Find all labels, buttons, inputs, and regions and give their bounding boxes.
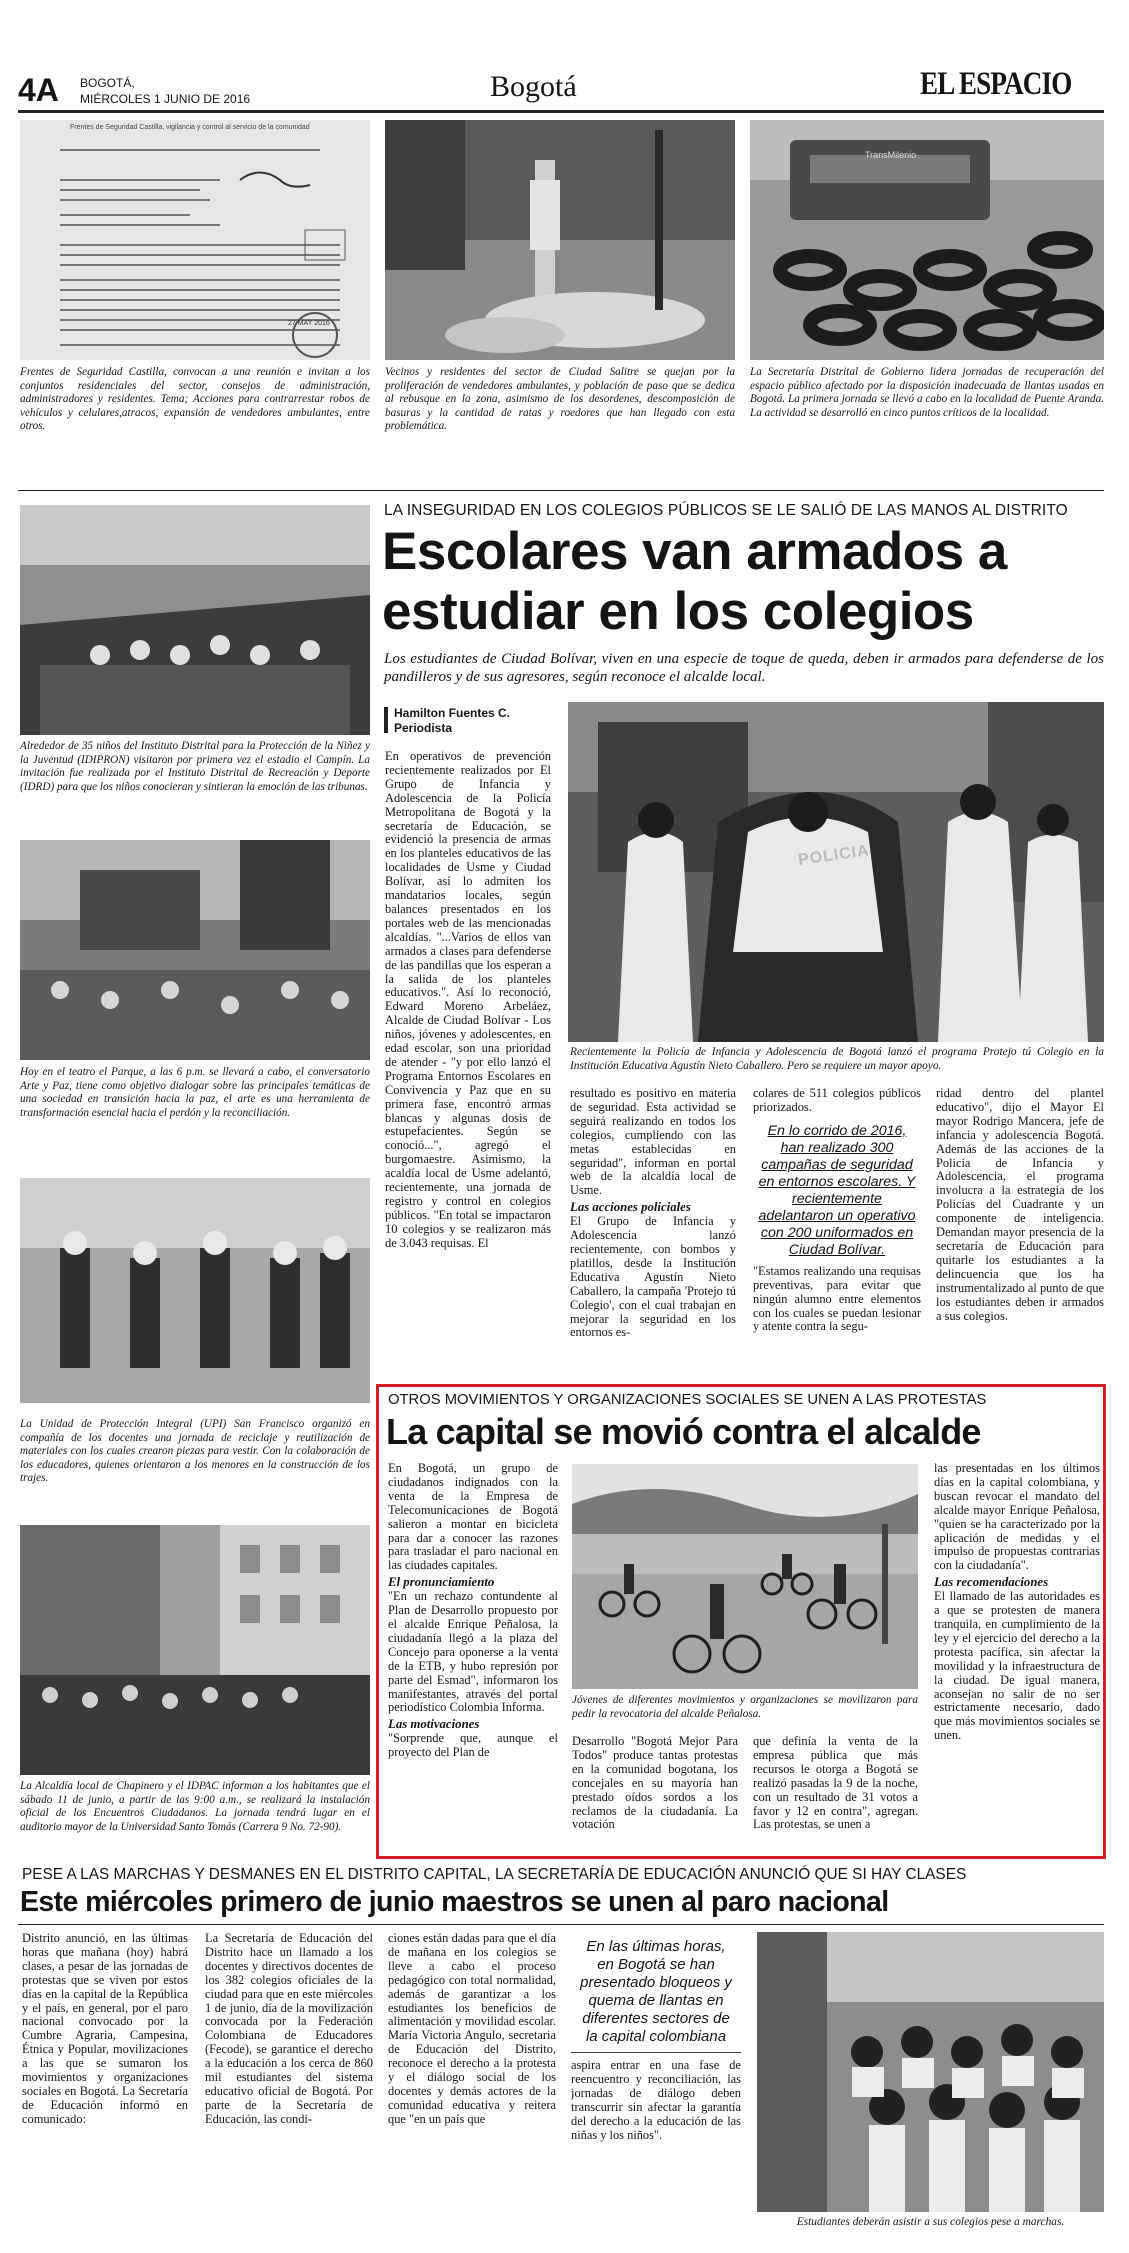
street-trash-caption: Vecinos y residentes del sector de Ciudad Salitre se quejan por la proliferación de vendedores ambulantes, y población de paso que se dedica al rebusque en la zona, asimismo de los desordenes, descomposición de basuras y la cantidad de ratas y roedores que han llegado con esta problemática. xyxy=(385,366,735,433)
theater-caption: Hoy en el teatro el Parque, a las 6 p.m. se llevará a cabo, el conversatorio Arte y Paz, tiene como objetivo dialogar sobre las principales temáticas de una sociedad en transición hacia la paz, el arte es una herramienta de transformación esencial hacia el perdón y la reconciliación. xyxy=(20,1066,370,1119)
boxed-headline: La capital se movió contra el alcalde xyxy=(386,1411,981,1452)
bottom-col4 xyxy=(571,1932,741,2242)
boxed-col1b-text: "En un rechazo contundente al Plan de Desarrollo propuesto por el alcalde Enrique Peñalosa, la ciudadanía llegó a la plaza del Concejo para oponerse a la venta de la ETB, y hubo represión por parte del Esmad", informaron los manifestantes, através del portal periodístico Colombia Informa. xyxy=(388,1589,558,1715)
students-classroom-caption: Estudiantes deberán asistir a sus colegios pese a marchas. xyxy=(796,2216,1065,2228)
boxed-col1 xyxy=(388,1462,558,1855)
byline-role: Periodista xyxy=(394,721,453,735)
document-photo xyxy=(20,120,370,360)
boxed-col2: Desarrollo "Bogotá Mejor Para Todos" produce tantas protestas en la comunidad bogotana, los concejales en su mayoría han prestado oídos sordos a los reclamos de la ciudadanía. La votación xyxy=(572,1735,738,1832)
stadium-caption: Alrededor de 35 niños del Instituto Distrital para la Protección de la Niñez y la Juventud (IDIPRON) visitaron por primera vez el estadio el Campín. La invitación fue realizada por el Instituto Distrital de Recreación y Deporte (IDRD) para que los niños conocieran y sintieran la emoción de las tribunas. xyxy=(20,740,370,793)
document-header-text: Frentes de Seguridad Castilla, vigilancia y control al servicio de la comunidad xyxy=(70,124,310,131)
document-caption: Frentes de Seguridad Castilla, convocan a una reunión e invitan a los conjuntos residenciales del sector, consejos de administración, administradores y residentes. Tema; Acciones para contrarrestar robos de vehículos y celulares,atracos, expansión de vendedores ambulantes, entre otros. xyxy=(20,366,370,433)
page-number: 4A xyxy=(18,72,59,108)
main-col2-text: resultado es positivo en materia de seguridad. Esta actividad se seguirá realizando en todos los colegios, cumpliendo con las metas establecidas en seguridad", informan en portal web de la alcaldía local de Usme. xyxy=(570,1087,736,1198)
main-col3b-text: "Estamos realizando una requisas preventivas, para evitar que ningún alumno entre elementos con los cuales se puedan lesionar y atente contra la segu- xyxy=(753,1263,921,1334)
boxed-kicker: OTROS MOVIMIENTOS Y ORGANIZACIONES SOCIALES SE UNEN A LAS PROTESTAS xyxy=(388,1392,987,1408)
tires-caption: La Secretaría Distrital de Gobierno lidera jornadas de recuperación del espacio público afectado por la disposición inadecuada de llantas usadas en Bogotá. La primera jornada se llevó a cabo en la localidad de Puente Aranda. La actividad se desarrolló en cinco puntos críticos de la localidad. xyxy=(750,366,1104,419)
top-strip-rule xyxy=(18,490,1104,491)
main-headline-line2: estudiar en los colegios xyxy=(382,582,974,641)
bottom-col2: La Secretaría de Educación del Distrito hace un llamado a los docentes y directivos docentes de los 382 colegios oficiales de la ciudad para que en este miércoles 1 de junio, día de la movilización convocada por la Federación Colombiana de Educadores (Fecode), se garantice el derecho a la educación a los cerca de 860 mil estudiantes del sistema educativo oficial de Bogotá. Por parte de la Secretaría de Educación, las condi- xyxy=(205,1932,373,2126)
bottom-pullquote: En las últimas horas, en Bogotá se han presentado bloqueos y quema de llantas en diferentes sectores de la capital colombiana xyxy=(571,1932,741,2053)
stadium-photo xyxy=(20,505,370,735)
dateline-city: BOGOTÁ, xyxy=(80,76,135,90)
main-col3 xyxy=(753,1087,921,1376)
boxed-col4 xyxy=(934,1462,1100,1855)
bottom-headline: Este miércoles primero de junio maestros se unen al paro nacional xyxy=(20,1886,889,1918)
boxed-col3: que definía la venta de la empresa pública que más recursos le otorga a Bogotá se realizó pasadas la 9 de la noche, con un resultado de 31 votos a favor y 12 en contra", agregan. Las protestas, se unen a xyxy=(753,1735,918,1832)
dateline-date: MIÉRCOLES 1 JUNIO DE 2016 xyxy=(80,92,251,106)
masthead-logo: EL ESPACIO xyxy=(920,66,1072,102)
street-trash-photo xyxy=(385,120,735,360)
theater-photo xyxy=(20,840,370,1060)
main-headline-line1: Escolares van armados a xyxy=(382,522,1007,581)
bike-protest-caption: Jóvenes de diferentes movimientos y organizaciones se movilizaron para pedir la revocatoria del alcalde Peñalosa. xyxy=(572,1694,918,1720)
main-col2b-text: El Grupo de Infancia y Adolescencia lanzó recientemente, con bombos y platillos, desde la Institución Educativa Agustín Nieto Caballero, la campaña 'Protejo tú Colegio', con el cual trabajan en mejorar la seguridad en los entornos es- xyxy=(570,1214,736,1340)
police-jacket-text: POLICIA xyxy=(797,842,871,869)
chapinero-street-photo xyxy=(20,1525,370,1775)
bus-label: TransMilenio xyxy=(865,150,917,160)
bottom-col1: Distrito anunció, en las últimas horas que mañana (hoy) habrá clases, a pesar de las jornadas de protestas que se viven por estos días en la capital de la República y el país, en general, por el paro nacional convocado por la Cumbre Agraria, Campesina, Étnica y Popular, movilizaciones a las que se sumaron los movimientos y organizaciones sociales en Bogotá. La Secretaría de Educación informó en comunicado: xyxy=(22,1932,188,2126)
header-rule xyxy=(18,110,1104,113)
main-col4: ridad dentro del plantel educativo", dijo el Mayor El mayor Rodrigo Mancera, jefe de infancia y adolescencia Bogotá. Además de las acciones de la Policía de Infancia y Adolescencia, el programa involucra a la estrategia de los Policías del Cuadrante y un componente de inteligencia. Demandan mayor presencia de la secretaría de Educación para quitarle los estudiantes a la delincuencia que los ha instrumentalizado al punto de que los estudiantes deben ir armados a sus colegios. xyxy=(936,1087,1104,1323)
police-school-caption: Recientemente la Policía de Infancia y Adolescencia de Bogotá lanzó el programa Protejo tú Colegio en la Institución Educativa Agustín Nieto Caballero. Pero se requiere un mayor apoyo. xyxy=(570,1046,1104,1072)
document-stamp-date: 27 MAY 2016 xyxy=(288,320,330,327)
main-pullquote: En lo corrido de 2016, han realizado 300 campañas de seguridad en entornos escolares. Y recientemente adelantaron un operativo con 200 uniformados en Ciudad Bolívar. xyxy=(758,1122,916,1258)
recycled-costumes-caption: La Unidad de Protección Integral (UPI) San Francisco organizó en compañía de los docentes una jornada de reciclaje y reutilización de materiales con los cuales crearon piezas para vestir. Con la colaboración de los educadores, quienes orientaron a los menores en la construcción de los trajes. xyxy=(20,1418,370,1485)
police-school-photo xyxy=(568,702,1104,1042)
chapinero-caption: La Alcaldía local de Chapinero y el IDPAC informan a los habitantes que el sábado 11 de junio, a partir de las 9:00 a.m., se realizará la instalación oficial de los Encuentros Ciudadanos. La jornada tendrá lugar en el auditorio mayor de la Universidad Santo Tomás (Carrera 9 No. 72-90). xyxy=(20,1780,370,1833)
tires-bus-photo xyxy=(750,120,1104,360)
main-kicker: LA INSEGURIDAD EN LOS COLEGIOS PÚBLICOS SE LE SALIÓ DE LAS MANOS AL DISTRITO xyxy=(384,502,1068,519)
boxed-col4-text: las presentadas en los últimos días en la capital colombiana, y buscan revocar el mandato del alcalde mayor Enrique Peñalosa, "quien se ha caracterizado por la aplicación de medidas y el impulso de propuestas contrarias con la ciudadanía". xyxy=(934,1462,1100,1573)
byline-name: Hamilton Fuentes C. xyxy=(394,706,511,720)
main-subhead-acciones: Las acciones policiales xyxy=(570,1200,691,1215)
main-deck: Los estudiantes de Ciudad Bolívar, viven en una especie de toque de queda, deben ir armados para defenderse de los pandilleros y de sus agresores, según reconoce el alcalde local. xyxy=(384,651,1104,685)
boxed-col4b-text: El llamado de las autoridades es a que se protesten de manera tranquila, en cumplimiento de la ley y el ejercicio del derecho a la protesta pacífica, sin afectar la movilidad y la infraestructura de la ciudad. De igual manera, aconsejan no salir de no ser estrictamente necesario, dado que más movimientos sociales se unen. xyxy=(934,1589,1100,1743)
boxed-subhead-recomendaciones: Las recomendaciones xyxy=(934,1575,1049,1590)
main-col2 xyxy=(570,1087,736,1376)
bottom-col3: ciones están dadas para que el día de mañana en los colegios se lleve a cabo el proceso pedagógico con total normalidad, además de garantizar a los estudiantes los beneficios de alimentación y movilidad escolar. María Victoria Angulo, secretaria de Educación del Distrito, reconoce el derecho a la protesta y el diálogo social de los docentes y demás actores de la comunidad educativa y reitera que "en un país que xyxy=(388,1932,556,2126)
boxed-col1c-text: "Sorprende que, aunque el proyecto del Plan de xyxy=(388,1731,558,1760)
section-title: Bogotá xyxy=(490,70,577,103)
boxed-subhead-pronunciamiento: El pronunciamiento xyxy=(388,1575,495,1590)
byline-bar xyxy=(384,707,388,733)
boxed-col1-text: En Bogotá, un grupo de ciudadanos indignados con la venta de la Empresa de Telecomunicaciones de Bogotá salieron a montar en bicicleta para dar a conocer las razones para trasladar el paro nacional en las ciudades capitales. xyxy=(388,1462,558,1573)
boxed-subhead-motivaciones: Las motivaciones xyxy=(388,1717,480,1732)
main-col3a-text: colares de 511 colegios públicos priorizados. xyxy=(753,1087,921,1114)
bike-protest-photo xyxy=(572,1464,918,1689)
recycled-costumes-photo xyxy=(20,1178,370,1403)
main-col1: En operativos de prevención recientemente realizados por El Grupo de Infancia y Adolescencia de la Policía Metropolitana de Bogotá y la secretaría de Educación, se evidenció la presencia de armas en los planteles educativos de las localidades de Usme y Ciudad Bolívar, así lo admiten los mandatarios locales, según balances presentados en los portales web de las mencionadas alcaldías. "...Varios de ellos van armados a clases para defenderse de las pandillas que los esperan a la salida de los planteles educativos.". Así lo reconoció, Edward Moreno Arbeláez, Alcalde de Ciudad Bolívar - Los niños, jóvenes y adolescentes, en edad escolar, son una prioridad de atender - "y por ello lanzó el Programa Entornos Escolares en Convivencia y Paz que en su primera fase, encontró armas blancas y algunas dosis de estupefacientes. Según se conoció...", agregó el burgomaestre. Asimismo, la acaldía local de Usme adelantó, recientemente, una jornada de registro y control en colegios públicos. "En total se impactaron 10 colegios y se realizaron más de 3.043 requisas. El xyxy=(385,750,551,1250)
bottom-headline-rule xyxy=(18,1924,1104,1925)
bottom-col4-text: aspira entrar en una fase de reencuentro y reconciliación, las jornadas de diálogo deben transcurrir sin afectar la garantía del derecho a la educación de las niñas y los niños". xyxy=(571,2058,741,2142)
bottom-kicker: PESE A LAS MARCHAS Y DESMANES EN EL DISTRITO CAPITAL, LA SECRETARÍA DE EDUCACIÓN ANUNCIÓ QUE SI HAY CLASES xyxy=(22,1866,967,1883)
students-classroom-photo xyxy=(757,1932,1104,2212)
